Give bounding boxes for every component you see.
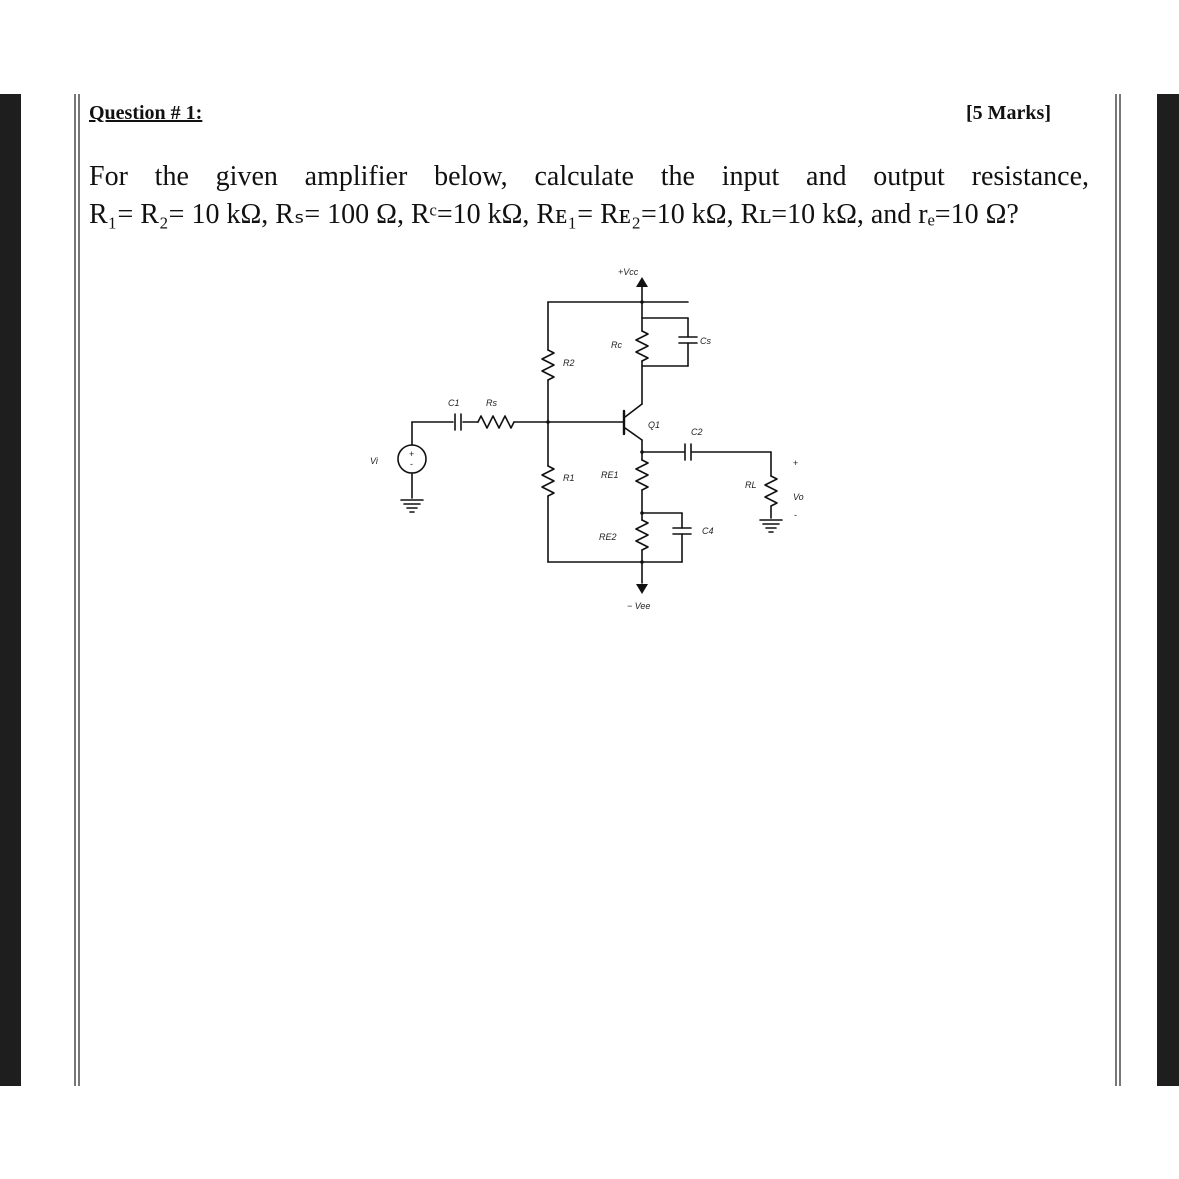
re2-resistor — [636, 520, 648, 550]
rc-resistor — [636, 331, 648, 361]
q1-collector — [625, 404, 642, 417]
vo-plus: + — [793, 458, 799, 468]
rl-label: RL — [745, 480, 757, 490]
rs-label: Rs — [486, 398, 497, 408]
question-title: Question # 1: — [89, 102, 203, 124]
vcc-label: +Vcc — [618, 267, 639, 277]
question-marks: [5 Marks] — [966, 102, 1051, 124]
vo-label: Vo — [793, 492, 804, 502]
r2-label: R2 — [563, 358, 575, 368]
question-line-2: R₁= R₂= 10 kΩ, Rₛ= 100 Ω, Rᶜ=10 kΩ, Rᴇ₁= Rᴇ₂=10 kΩ, Rʟ=10 kΩ, and rₑ=10 Ω? — [89, 199, 1019, 230]
source-minus: - — [410, 459, 413, 469]
rc-label: Rc — [611, 340, 622, 350]
re2-label: RE2 — [599, 532, 617, 542]
rs-resistor — [478, 416, 514, 428]
vcc-arrow — [636, 277, 648, 287]
c4-label: C4 — [702, 526, 714, 536]
question-line-1: For the given amplifier below, calculate the input and output resistance, — [89, 161, 1089, 192]
vee-arrow — [636, 584, 648, 594]
c2-label: C2 — [691, 427, 703, 437]
r1-resistor — [542, 466, 554, 496]
q1-label: Q1 — [648, 420, 661, 430]
r2-resistor — [542, 350, 554, 380]
c1-label: C1 — [448, 398, 460, 408]
rl-resistor — [765, 476, 777, 506]
re1-resistor — [636, 460, 648, 490]
cs-label: Cs — [700, 336, 711, 346]
re1-label: RE1 — [601, 470, 619, 480]
vee-label: − Vee — [627, 601, 651, 611]
vo-minus: - — [794, 510, 797, 520]
vi-label: Vi — [370, 456, 378, 466]
q1-emitter — [625, 428, 642, 440]
source-plus: + — [409, 449, 415, 459]
r1-label: R1 — [563, 473, 575, 483]
